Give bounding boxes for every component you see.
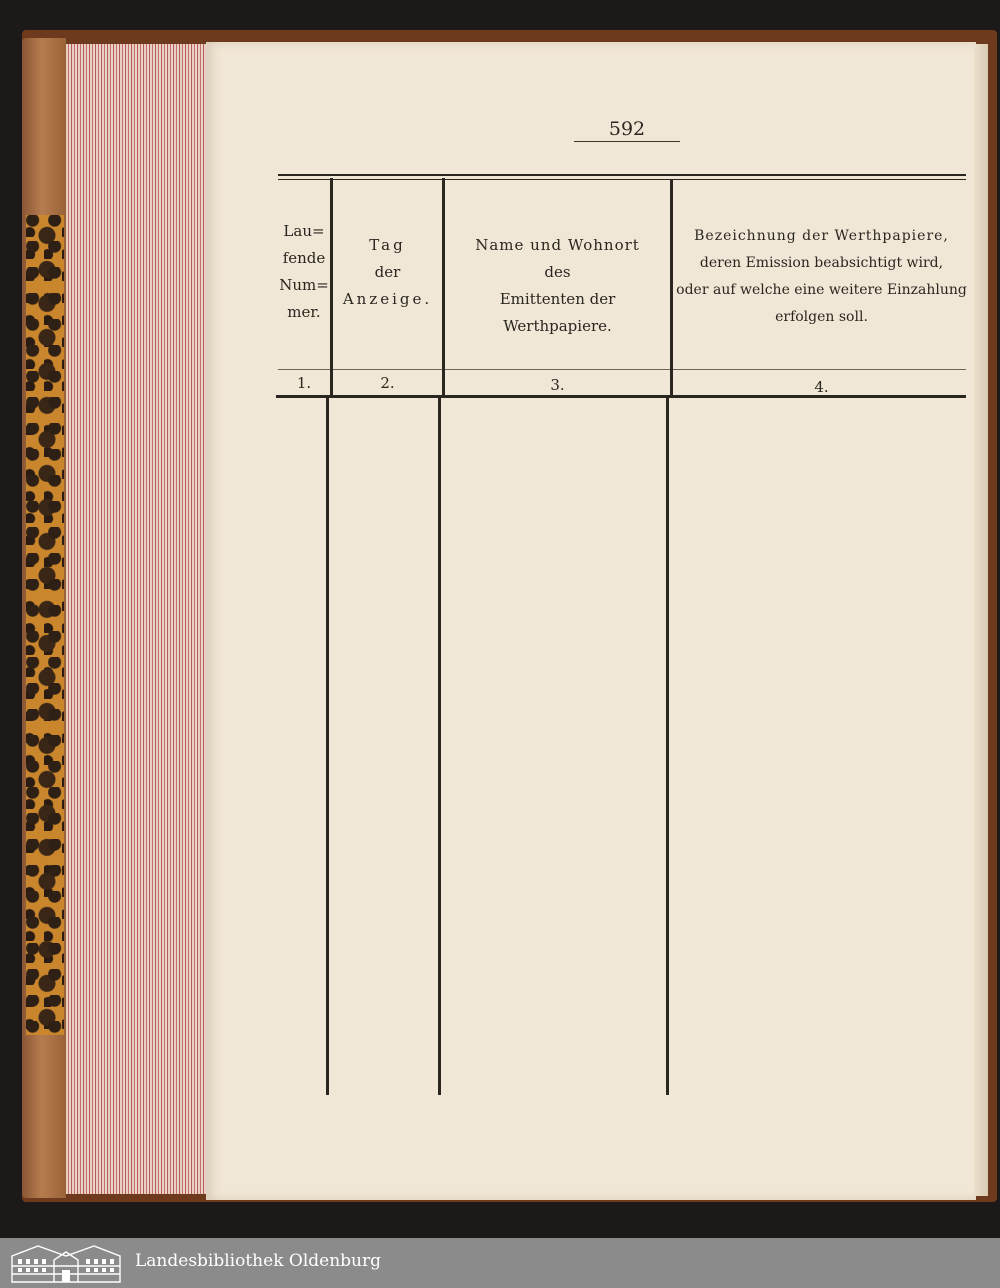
column-number-2: 2. — [380, 374, 395, 392]
column-number-4: 4. — [814, 378, 829, 396]
column-number-3: 3. — [550, 376, 565, 394]
page-sheet — [206, 42, 976, 1200]
footer-bar — [0, 1238, 1000, 1288]
column-number-1: 1. — [296, 374, 312, 392]
header-line: Lau= — [283, 222, 325, 240]
header-line: Anzeige. — [342, 290, 433, 308]
page-edges — [66, 44, 206, 1194]
table-top-rule-2 — [278, 179, 966, 180]
header-line: mer. — [287, 303, 321, 321]
page-right-edge — [974, 44, 988, 1196]
library-building-icon — [8, 1242, 124, 1284]
header-tag-der-anzeige — [333, 232, 442, 313]
header-line: deren Emission beabsichtigt wird, — [699, 255, 944, 271]
header-laufende-nummer — [278, 218, 330, 326]
page-number: 592 — [608, 118, 646, 140]
header-line: Tag — [369, 236, 406, 254]
header-name-und-wohnort — [445, 232, 670, 340]
header-line: Name und Wohnort — [475, 236, 640, 254]
header-line: erfolgen soll. — [775, 309, 868, 325]
library-name: Landesbibliothek Oldenburg — [135, 1251, 382, 1271]
header-line: Num= — [279, 276, 329, 294]
column-body-divider-2 — [438, 398, 441, 1095]
header-line: der — [374, 263, 401, 281]
header-line: oder auf welche eine weitere Einzahlung — [676, 282, 967, 298]
header-line: Bezeichnung der Werthpapiere, — [694, 228, 949, 244]
column-body-divider-1 — [326, 398, 329, 1095]
marbled-cover — [26, 215, 64, 1035]
header-line: Emittenten der Werthpapiere. — [499, 290, 616, 335]
header-bezeichnung — [673, 223, 970, 331]
header-line: des — [544, 263, 571, 281]
page-number-rule — [574, 141, 680, 142]
header-line: fende — [282, 249, 326, 267]
table-top-rule — [278, 174, 966, 176]
header-divider-rule — [278, 369, 966, 370]
column-body-divider-3 — [666, 398, 669, 1095]
